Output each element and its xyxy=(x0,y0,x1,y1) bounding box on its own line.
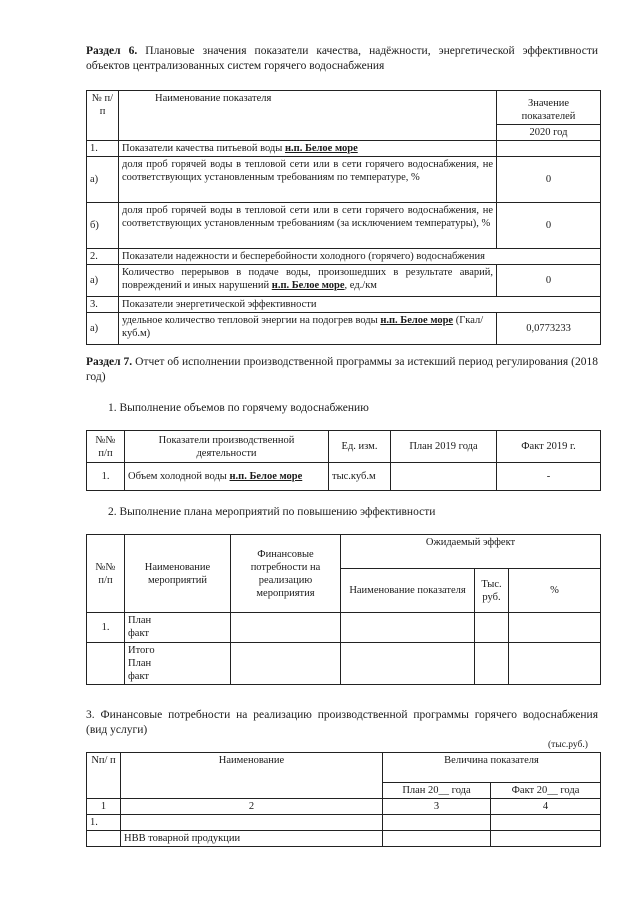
header-value: Величина показателя xyxy=(383,753,601,783)
table-efficiency-measures xyxy=(86,534,601,685)
row-num: 1. xyxy=(87,815,121,831)
row-num: 1. xyxy=(87,613,125,643)
header-year: 2020 год xyxy=(497,125,601,141)
subsection-3-title: 3. Финансовые потребности на реализацию производственной программы горячего водоснабжения (вид услуги) xyxy=(86,709,598,736)
locality-link: н.п. Белое море xyxy=(380,315,454,326)
table-row xyxy=(87,643,601,685)
subsection-2-title: 2. Выполнение плана мероприятий по повышению эффективности xyxy=(108,506,436,518)
row-num: а) xyxy=(87,265,119,297)
table-row xyxy=(87,203,601,249)
header-num: №№ п/п xyxy=(87,535,125,613)
row-text: Количество перерывов в подаче воды, произошедших в результате аварий, повреждений и иных нарушений н.п. Белое море, ед./км xyxy=(119,265,497,297)
locality-link: н.п. Белое море xyxy=(229,471,303,482)
table-row xyxy=(87,815,601,831)
row-unit: тыс.куб.м xyxy=(329,463,391,491)
row-text: Показатели качества питьевой воды н.п. Белое море xyxy=(119,141,497,157)
row-text: доля проб горячей воды в тепловой сети или в сети горячего водоснабжения, не соответствующих установленным требованиям по температуре, % xyxy=(119,157,497,203)
row-value: 0 xyxy=(497,203,601,249)
row-num: б) xyxy=(87,203,119,249)
header-num: №№ п/п xyxy=(87,431,125,463)
table-row xyxy=(87,157,601,203)
header-fact: Факт 2019 г. xyxy=(497,431,601,463)
header-name: Наименование показателя xyxy=(119,91,497,141)
row-text: доля проб горячей воды в тепловой сети или в сети горячего водоснабжения, не соответствующих установленным требованиям (за исключением температуры), % xyxy=(119,203,497,249)
table-financial-needs xyxy=(86,752,601,847)
table-quality-indicators xyxy=(86,90,601,345)
header-name: Наименование мероприятий xyxy=(125,535,231,613)
row-num: а) xyxy=(87,313,119,345)
row-value: 0 xyxy=(497,157,601,203)
header-fact: Факт 20__ года xyxy=(491,783,601,799)
table-row: 1 2 3 4 xyxy=(87,799,601,815)
header-fin: Финансовые потребности на реализацию мероприятия xyxy=(231,535,341,613)
section7-heading xyxy=(86,355,598,385)
table-row xyxy=(87,613,601,643)
row-text: Итого План факт xyxy=(125,643,231,685)
table-row xyxy=(87,297,601,313)
header-name: Показатели производственной деятельности xyxy=(125,431,329,463)
header-num: № п/п xyxy=(87,91,119,141)
header-effect-name: Наименование показателя xyxy=(341,569,475,613)
row-value: 0 xyxy=(497,265,601,297)
locality-link: н.п. Белое море xyxy=(284,143,358,154)
header-value: Значение показателей xyxy=(497,91,601,125)
row-text: удельное количество тепловой энергии на подогрев воды н.п. Белое море (Гкал/куб.м) xyxy=(119,313,497,345)
header-rub: Тыс. руб. xyxy=(475,569,509,613)
section7-label: Раздел 7. xyxy=(86,356,133,368)
row-text: План факт xyxy=(125,613,231,643)
row-value: 0,0773233 xyxy=(497,313,601,345)
locality-link: н.п. Белое море xyxy=(271,280,345,291)
header-name: Наименование xyxy=(121,753,383,799)
header-pct: % xyxy=(509,569,601,613)
table-row xyxy=(87,831,601,847)
row-num: 1. xyxy=(87,463,125,491)
section7-text: Отчет об исполнении производственной программы за истекший период регулирования (2018 год) xyxy=(86,356,599,383)
row-text: Показатели энергетической эффективности xyxy=(119,297,601,313)
row-fact: - xyxy=(497,463,601,491)
section6-heading xyxy=(86,44,598,74)
header-plan: План 2019 года xyxy=(391,431,497,463)
row-plan xyxy=(391,463,497,491)
row-num: а) xyxy=(87,157,119,203)
table-row xyxy=(87,313,601,345)
table-row xyxy=(87,249,601,265)
header-unit: Ед. изм. xyxy=(329,431,391,463)
row-text: Объем холодной воды н.п. Белое море xyxy=(125,463,329,491)
table-row xyxy=(87,463,601,491)
header-effect: Ожидаемый эффект xyxy=(341,535,601,569)
subsection-1-title: 1. Выполнение объемов по горячему водоснабжению xyxy=(108,402,369,414)
section6-label: Раздел 6. xyxy=(86,45,138,57)
section6-text: Плановые значения показатели качества, надёжности, энергетической эффективности объектов централизованных систем горячего водоснабжения xyxy=(86,45,599,72)
header-plan: План 20__ года xyxy=(383,783,491,799)
table-row xyxy=(87,265,601,297)
row-value xyxy=(497,141,601,157)
table-row xyxy=(87,141,601,157)
row-num: 3. xyxy=(87,297,119,313)
row-text: НВВ товарной продукции xyxy=(121,831,383,847)
row-text: Показатели надежности и бесперебойности холодного (горячего) водоснабжения xyxy=(119,249,601,265)
header-num: Nп/ п xyxy=(87,753,121,799)
row-num: 2. xyxy=(87,249,119,265)
table-volume-execution xyxy=(86,430,601,491)
units-note: (тыс.руб.) xyxy=(548,740,588,750)
row-num: 1. xyxy=(87,141,119,157)
